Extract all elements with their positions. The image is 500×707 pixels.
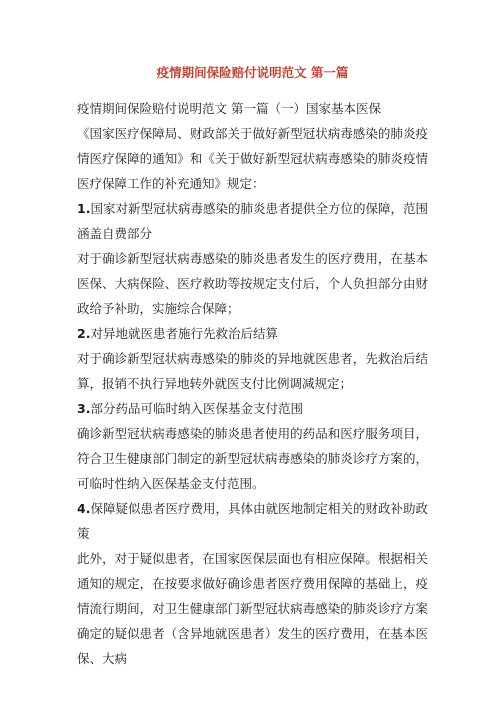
section-4-heading-text: 保障疑似患者医疗费用，具体由就医地制定相关的财政补助政策 [77, 501, 428, 541]
section-1-number: 1. [77, 201, 91, 216]
section-1-body: 对于确诊新型冠状病毒感染的肺炎患者发生的医疗费用，在基本医保、大病保险、医疗救助等按规定支付后，个人负担部分由财政给予补助，实施综合保障； [77, 251, 428, 316]
section-3-heading-text: 部分药品可临时纳入医保基金支付范围 [90, 401, 303, 416]
intro-paragraph: 《国家医疗保障局、财政部关于做好新型冠状病毒感染的肺炎疫情医疗保障的通知》和《关于做好新型冠状病毒感染的肺炎疫情医疗保障工作的补充通知》规定： [77, 126, 428, 191]
section-2-heading-text: 对异地就医患者施行先救治后结算 [90, 326, 278, 341]
section-3-number: 3. [77, 401, 91, 416]
section-2-heading [77, 321, 428, 346]
section-1-heading-text: 国家对新型冠状病毒感染的肺炎患者提供全方位的保障，范围涵盖自费部分 [77, 201, 428, 241]
section-3-heading [77, 396, 428, 421]
section-4-number: 4. [77, 501, 91, 516]
section-4-body: 此外，对于疑似患者，在国家医保层面也有相应保障。根据相关通知的规定，在按要求做好确诊患者医疗费用保障的基础上，疫情流行期间，对卫生健康部门新型冠状病毒感染的肺炎诊疗方案确定的疑似患者（含异地就医患者）发生的医疗费用，在基本医保、大病 [77, 551, 428, 666]
section-4-heading [77, 496, 428, 546]
section-2-body: 对于确诊新型冠状病毒感染的肺炎的异地就医患者，先救治后结算，报销不执行异地转外就医支付比例调减规定； [77, 351, 428, 391]
section-1-heading [77, 196, 428, 246]
section-3-body: 确诊新型冠状病毒感染的肺炎患者使用的药品和医疗服务项目，符合卫生健康部门制定的新型冠状病毒感染的肺炎诊疗方案的，可临时性纳入医保基金支付范围。 [77, 426, 428, 491]
section-2-number: 2. [77, 326, 91, 341]
document-title: 疫情期间保险赔付说明范文 第一篇 [156, 65, 349, 80]
document-subtitle: 疫情期间保险赔付说明范文 第一篇（一）国家基本医保 [77, 101, 381, 116]
